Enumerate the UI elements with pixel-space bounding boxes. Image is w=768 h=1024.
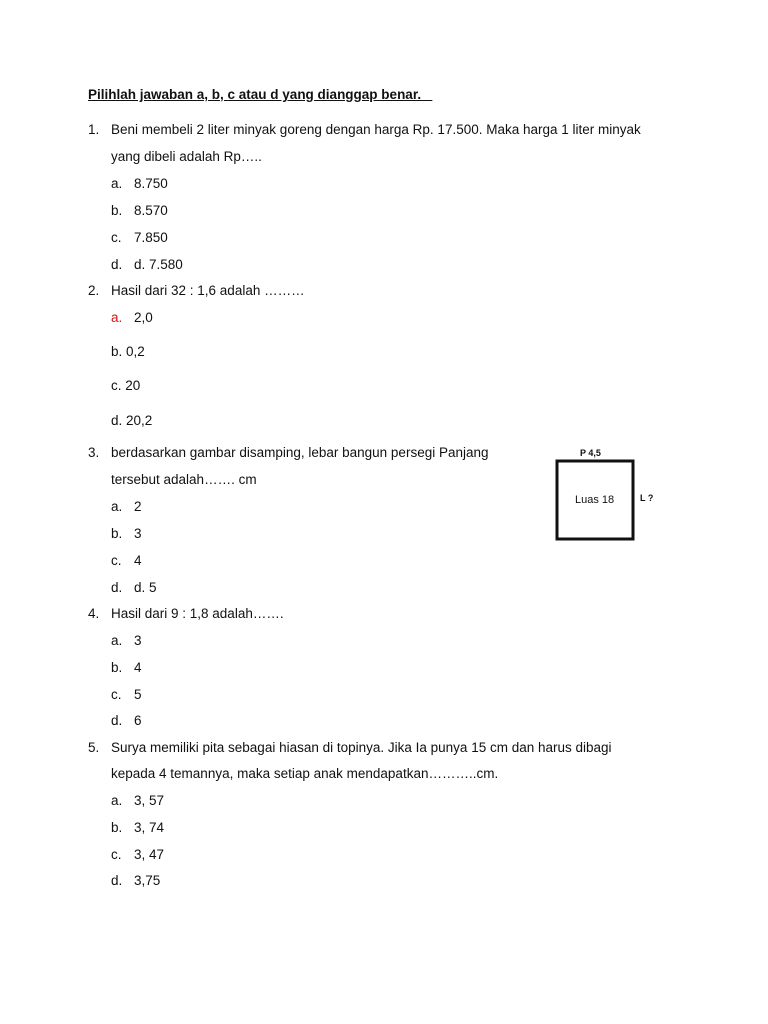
option-letter: b. <box>111 660 123 675</box>
option-text: 3 <box>134 633 142 648</box>
option-letter: b. <box>111 820 123 835</box>
option-letter: c. <box>111 687 122 702</box>
option-letter: d. <box>111 713 123 728</box>
option-letter: b. <box>111 526 123 541</box>
option-letter: c. <box>111 230 122 245</box>
question-text-line: Hasil dari 32 : 1,6 adalah ……… <box>111 283 305 298</box>
instruction-heading: Pilihlah jawaban a, b, c atau d yang dianggap benar. <box>88 87 433 102</box>
option-text: 7.850 <box>134 230 168 245</box>
option-text: c. 20 <box>111 378 141 393</box>
option-letter: c. <box>111 847 122 862</box>
option-letter: a. <box>111 793 123 808</box>
option-text: 3, 74 <box>134 820 165 835</box>
question-text-line: tersebut adalah……. cm <box>111 472 257 487</box>
question-number: 2. <box>88 283 100 298</box>
rectangle-figure <box>552 446 660 544</box>
option-text: d. 20,2 <box>111 413 153 428</box>
option-letter: a. <box>111 176 123 191</box>
question-text-line: Beni membeli 2 liter minyak goreng dengan harga Rp. 17.500. Maka harga 1 liter minyak <box>111 122 641 137</box>
question-text-line: berdasarkan gambar disamping, lebar bangun persegi Panjang <box>111 445 489 460</box>
option-text: 5 <box>134 687 142 702</box>
option-letter: b. <box>111 203 123 218</box>
option-letter: c. <box>111 553 122 568</box>
option-text: 2 <box>134 499 142 514</box>
option-text: d. 7.580 <box>134 257 183 272</box>
option-text: 3, 57 <box>134 793 165 808</box>
option-letter: a. <box>111 633 123 648</box>
option-letter-highlighted: a. <box>111 310 123 325</box>
area-label: Luas 18 <box>575 494 615 506</box>
option-text: 3, 47 <box>134 847 165 862</box>
option-letter: d. <box>111 257 123 272</box>
width-label: L ? <box>640 493 654 503</box>
question-text-line: kepada 4 temannya, maka setiap anak mendapatkan………..cm. <box>111 766 499 781</box>
question-text-line: Hasil dari 9 : 1,8 adalah……. <box>111 606 284 621</box>
option-text: 4 <box>134 660 142 675</box>
question-number: 3. <box>88 445 100 460</box>
option-text: b. 0,2 <box>111 344 145 359</box>
option-text: 8.570 <box>134 203 168 218</box>
option-letter: d. <box>111 873 123 888</box>
question-number: 5. <box>88 740 100 755</box>
option-letter: a. <box>111 499 123 514</box>
question-number: 1. <box>88 122 100 137</box>
question-text-line: yang dibeli adalah Rp….. <box>111 149 262 164</box>
option-letter: d. <box>111 580 123 595</box>
option-text: 3 <box>134 526 142 541</box>
option-text: 8.750 <box>134 176 168 191</box>
option-text: 4 <box>134 553 142 568</box>
question-text-line: Surya memiliki pita sebagai hiasan di topinya. Jika Ia punya 15 cm dan harus dibagi <box>111 740 612 755</box>
option-text: 6 <box>134 713 142 728</box>
option-text: 3,75 <box>134 873 161 888</box>
option-text: d. 5 <box>134 580 157 595</box>
option-text: 2,0 <box>134 310 153 325</box>
length-label: P 4,5 <box>580 448 601 458</box>
question-number: 4. <box>88 606 100 621</box>
